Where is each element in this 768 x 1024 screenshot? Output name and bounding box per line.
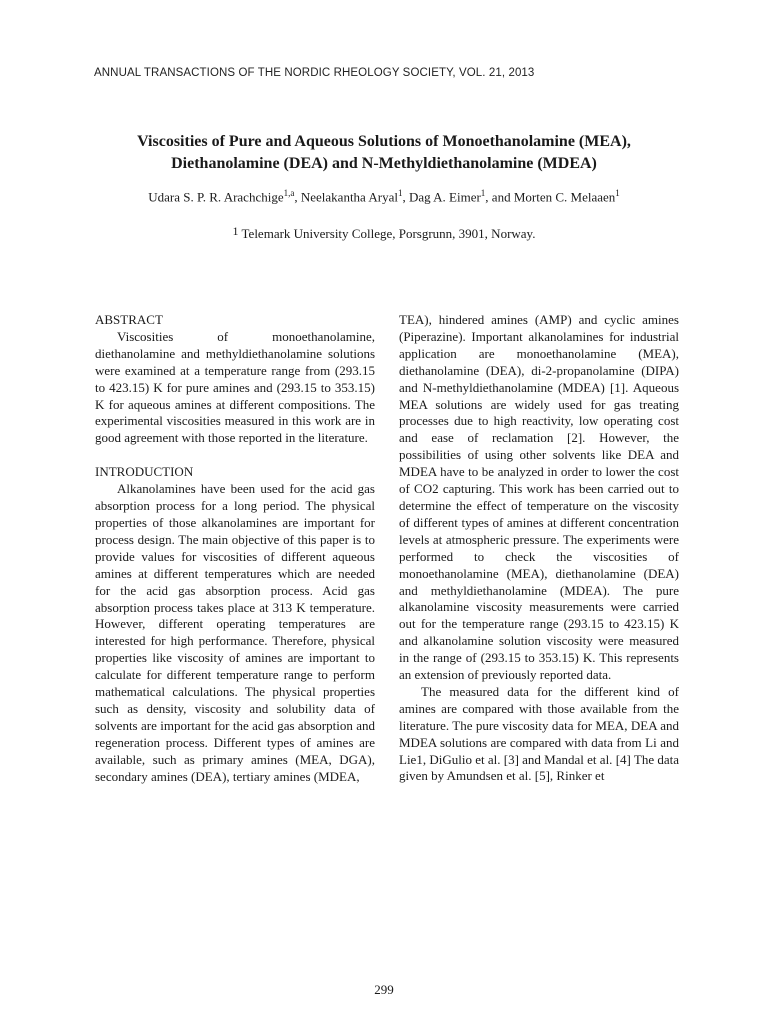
paper-title bbox=[40, 131, 728, 175]
author-name: , Neelakantha Aryal bbox=[294, 189, 398, 205]
journal-header: ANNUAL TRANSACTIONS OF THE NORDIC RHEOLOGY SOCIETY, VOL. 21, 2013 bbox=[94, 67, 535, 79]
affiliation-text: Telemark University College, Porsgrunn, 3901, Norway. bbox=[241, 226, 536, 241]
page-number: 299 bbox=[374, 982, 394, 997]
left-column bbox=[95, 312, 375, 785]
author-name: Udara S. P. R. Arachchige bbox=[148, 189, 284, 205]
author-affiliation-mark: 1 bbox=[615, 188, 620, 198]
introduction-paragraph-2: The measured data for the different kind of amines are compared with those available from the literature. The pure viscosity data for MEA, DEA and MDEA solutions are compared with data from Li and Lie1, DiGulio et al. [3] and Mandal et al. [4] The data given by Amundsen et al. [5], Rinker et bbox=[399, 683, 679, 784]
abstract-text: Viscosities of monoethanolamine, diethanolamine and methyldiethanolamine solutions were examined at a temperature range from (293.15 to 423.15) K for pure amines and (293.15 to 353.15) K for aqueous amines at different compositions. The experimental viscosities measured in this work are in good agreement with those reported in the literature. bbox=[95, 328, 375, 446]
introduction-heading: INTRODUCTION bbox=[95, 464, 194, 480]
author-affiliation-mark: 1 bbox=[397, 188, 403, 198]
introduction-paragraph-1: Alkanolamines have been used for the acid gas absorption process for a long period. The physical properties of those alkanolamines are important for process design. The main objective of this paper is to provide values for viscosities of different aqueous amines at different temperatures which are needed for the acid gas absorption process. Acid gas absorption process takes place at 313 K temperature. However, different operating temperatures are interested for high performance. Therefore, physical properties like viscosity of amines are important to calculate for different temperature range to perform mathematical calculations. The physical properties such as density, viscosity and solubility data of solvents are important for the acid gas absorption and regeneration process. Different types of amines are available, such as primary amines (MEA, DGA), secondary amines (DEA), tertiary amines (MDEA, bbox=[95, 481, 375, 784]
right-column bbox=[399, 312, 679, 785]
paper-title-line-2: Diethanolamine (DEA) and N-Methyldiethanolamine (MDEA) bbox=[171, 155, 597, 172]
introduction-paragraph-1-continued: TEA), hindered amines (AMP) and cyclic amines (Piperazine). Important alkanolamines for industrial application are monoethanolamine (MEA), diethanolamine (DEA), di-2-propanolamine (DIPA) and N-methyldiethanolamine (MDEA) [1]. Aqueous MEA solutions are widely used for gas treating processes due to high reactivity, low operating cost and ease of reclamation [2]. However, the possibilities of using other solvents like DEA and MDEA have to be analyzed in order to lower the cost of CO2 capturing. This work has been carried out to determine the effect of temperature on the viscosity of different types of amines at different concentration levels at atmospheric pressure. The experiments were performed to check the viscosities of monoethanolamine (MEA), diethanolamine (DEA) and methyldiethanolamine (MDEA). The pure alkanolamine viscosity measurements were carried out for the temperature range (293.15 to 423.15) K and alkanolamine solution viscosity were measured in the range of (293.15 to 353.15) K. This represents an extension of previously reported data. bbox=[399, 312, 679, 683]
author-name: , and Morten C. Melaaen bbox=[485, 189, 616, 205]
author-affiliation-mark: 1,a bbox=[283, 188, 295, 198]
author-name: , Dag A. Eimer bbox=[402, 189, 481, 205]
author-list bbox=[40, 188, 728, 205]
author-affiliation-mark: 1 bbox=[480, 188, 486, 198]
abstract-heading: ABSTRACT bbox=[95, 312, 163, 327]
affiliation bbox=[40, 224, 728, 242]
affiliation-mark: 1 bbox=[232, 224, 239, 238]
paper-title-line-1: Viscosities of Pure and Aqueous Solutions of Monoethanolamine (MEA), bbox=[137, 133, 631, 150]
